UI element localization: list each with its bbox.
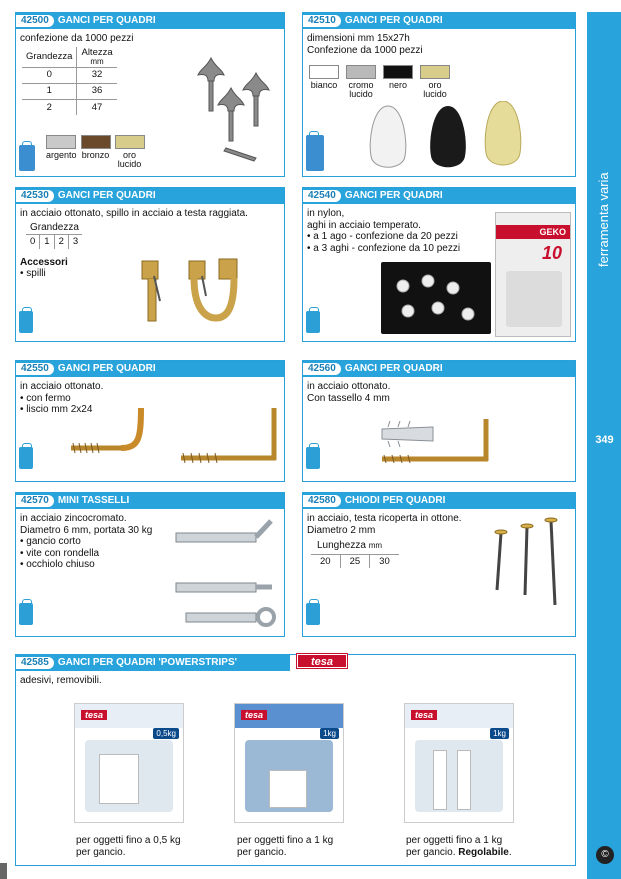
caption-emphasis: Regolabile: [458, 847, 509, 858]
accessories-title: Accessori: [20, 256, 68, 268]
swatch-cromo: [345, 65, 377, 99]
hook-icon: [134, 256, 254, 334]
table-cell: 20: [311, 554, 340, 568]
swatch-oro: [419, 65, 451, 99]
swatch-argento: [46, 135, 77, 169]
list-item: • vite con rondella: [20, 548, 152, 560]
card-title: GANCI PER QUADRI: [57, 363, 156, 374]
size-table: [26, 234, 82, 249]
product-pack-icon: [19, 311, 33, 333]
col-header-unit: mm: [90, 56, 104, 66]
description: confezione da 1000 pezzi: [20, 33, 134, 44]
product-code: 42540: [303, 190, 341, 202]
col-header-label: Altezza: [81, 46, 113, 58]
screw-hook-icon: [61, 403, 285, 473]
pack-brand: tesa: [241, 710, 267, 720]
caption-line: per oggetti fino a 0,5 kg: [76, 835, 181, 846]
card-header: [16, 13, 284, 29]
finish-swatches: [46, 135, 145, 169]
product-code: 42550: [16, 363, 54, 375]
size-label: Grandezza: [30, 221, 79, 233]
swatch-label: bianco: [310, 80, 338, 90]
table-cell: 0: [22, 67, 77, 83]
card-42570: [15, 492, 285, 637]
card-body: [307, 208, 460, 254]
caption-3: per oggetti fino a 1 kg per gancio. Regolabile.: [406, 835, 512, 858]
description: Confezione da 1000 pezzi: [307, 44, 423, 56]
card-42585: [15, 654, 576, 866]
product-pack-icon: [306, 135, 324, 171]
pack-brand: tesa: [411, 710, 437, 720]
swatch-nero: [383, 65, 413, 99]
pack-weight-badge: 0,5kg: [153, 728, 179, 739]
table-row: [22, 67, 117, 83]
caption-line: per oggetti fino a 1 kg: [237, 835, 334, 846]
fleur-de-lis-hook-icon: [186, 53, 281, 163]
table-cell: 1: [22, 83, 77, 99]
description: in acciaio, testa ricoperta in ottone.: [307, 513, 462, 524]
package-window: [506, 271, 562, 327]
options-list: [20, 536, 152, 571]
card-title: GANCI PER QUADRI 'POWERSTRIPS': [57, 657, 238, 668]
card-title: GANCI PER QUADRI: [344, 190, 443, 201]
product-pack-icon: [306, 311, 320, 333]
description: Diametro 2 mm: [307, 524, 376, 536]
card-42560: [302, 360, 576, 482]
list-item: • occhiolo chiuso: [20, 559, 152, 571]
table-cell: 47: [77, 99, 117, 115]
product-pack-icon: [19, 145, 35, 171]
card-header: [303, 188, 575, 204]
finish-swatches: [309, 65, 451, 99]
list-item: • a 3 aghi - confezione da 10 pezzi: [307, 243, 460, 255]
geko-package: [495, 212, 571, 337]
card-header: [16, 188, 284, 204]
list-item: • a 1 ago - confezione da 20 pezzi: [307, 231, 460, 243]
card-body: [20, 33, 133, 115]
swatch-label: nero: [388, 80, 407, 90]
swatch-bianco: [309, 65, 339, 99]
pack-window: [415, 740, 503, 812]
description: Con tassello 4 mm: [307, 392, 390, 404]
swatch-oro: [115, 135, 145, 169]
card-42540: [302, 187, 576, 342]
card-42530: [15, 187, 285, 342]
length-unit: mm: [368, 541, 383, 550]
table-row: [311, 554, 399, 568]
product-code: 42560: [303, 363, 341, 375]
hook-shape: [99, 754, 139, 804]
accessory-label: spilli: [26, 268, 46, 279]
swatch-label: bronzo: [81, 150, 110, 160]
list-item: • gancio corto: [20, 536, 152, 548]
size-table: [22, 47, 117, 116]
pack-window: [245, 740, 333, 812]
description: Diametro 6 mm, portata 30 kg: [20, 524, 153, 536]
table-cell: 25: [340, 554, 370, 568]
product-pack-icon: [306, 603, 320, 625]
card-header: [16, 493, 284, 509]
hook-shape: [457, 750, 471, 810]
product-pack: [234, 703, 344, 823]
card-title: CHIODI PER QUADRI: [344, 495, 446, 506]
description: in acciaio zincocromato.: [20, 513, 127, 524]
card-body: [307, 513, 462, 568]
description: adesivi, removibili.: [20, 675, 102, 686]
swatch-bronzo: [81, 135, 111, 169]
card-title: GANCI PER QUADRI: [57, 190, 156, 201]
nylon-hook-icon: [383, 266, 488, 334]
card-42510: [302, 12, 576, 177]
package-brand-bar: GEKO: [496, 225, 570, 239]
description: in acciaio ottonato, spillo in acciaio a testa raggiata.: [20, 208, 248, 219]
nail-icon: [483, 515, 568, 610]
page-edge-strip: [0, 863, 7, 879]
list-item: • con fermo: [20, 393, 103, 405]
table-cell: 2: [54, 235, 68, 249]
card-title: GANCI PER QUADRI: [57, 15, 156, 26]
col-header: [77, 47, 117, 68]
product-code: 42500: [16, 15, 54, 27]
card-body: [20, 675, 102, 687]
description: in acciaio ottonato.: [307, 381, 391, 392]
swatch-label: argento: [46, 150, 77, 160]
card-header: [16, 655, 290, 671]
caption-2: [237, 835, 333, 859]
table-cell: 30: [370, 554, 399, 568]
tesa-logo: tesa: [297, 654, 347, 668]
length-table: [311, 554, 399, 569]
options-list: [307, 231, 460, 254]
card-42500: [15, 12, 285, 177]
description: aghi in acciaio temperato.: [307, 219, 421, 231]
publisher-logo-icon: ©: [596, 846, 614, 864]
card-42550: [15, 360, 285, 482]
section-title: ferramenta varia: [596, 172, 611, 268]
caption-line: per gancio.: [76, 847, 126, 858]
caption-line: per gancio.: [406, 847, 456, 858]
caption-line: per oggetti fino a 1 kg: [406, 835, 503, 846]
table-cell: 2: [46, 101, 52, 113]
package-count: 10: [541, 243, 562, 263]
card-body: [307, 381, 390, 404]
list-item: • liscio mm 2x24: [20, 404, 103, 416]
product-pack: [404, 703, 514, 823]
card-header: [303, 361, 575, 377]
product-code: 42580: [303, 495, 341, 507]
card-title: GANCI PER QUADRI: [344, 15, 443, 26]
card-42580: [302, 492, 576, 637]
swatch-label: oro lucido: [117, 150, 142, 169]
swatch-label: oro lucido: [423, 80, 447, 99]
caption-1: [76, 835, 181, 859]
product-pack: [74, 703, 184, 823]
swatch-label: cromo lucido: [348, 80, 374, 99]
accessory-item: • spilli: [20, 268, 46, 279]
card-body: [307, 33, 423, 56]
caption-line: per gancio.: [237, 847, 287, 858]
table-cell: 3: [68, 235, 82, 249]
wall-plug-icon: [378, 409, 508, 473]
card-title: MINI TASSELLI: [57, 495, 130, 506]
hook-icon: [363, 101, 563, 176]
table-row: [22, 99, 117, 115]
product-pack-icon: [19, 603, 33, 625]
product-pack-icon: [306, 447, 320, 469]
card-title: GANCI PER QUADRI: [344, 363, 443, 374]
length-label-text: Lunghezza: [317, 540, 366, 551]
wall-plug-icon: [166, 511, 281, 631]
card-header: [16, 361, 284, 377]
length-label: [317, 540, 462, 552]
col-header: Grandezza: [22, 47, 77, 68]
description: in acciaio ottonato.: [20, 381, 104, 392]
table-cell: 36: [77, 83, 117, 99]
table-cell: 1: [40, 235, 54, 249]
pack-weight-badge: 1kg: [320, 728, 339, 739]
pack-brand: tesa: [81, 710, 107, 720]
product-code: 42530: [16, 190, 54, 202]
card-header: [303, 493, 575, 509]
card-body: [20, 513, 152, 571]
card-header: [303, 13, 575, 29]
page-number: 349: [588, 431, 621, 449]
table-row: [26, 235, 82, 249]
product-code: 42585: [16, 657, 54, 669]
product-code: 42510: [303, 15, 341, 27]
product-code: 42570: [16, 495, 54, 507]
description: in nylon,: [307, 208, 345, 219]
pack-weight-badge: 1kg: [490, 728, 509, 739]
hook-shape: [433, 750, 447, 810]
pack-window: [85, 740, 173, 812]
table-cell: 32: [77, 67, 117, 83]
product-pack-icon: [19, 447, 33, 469]
description: dimensioni mm 15x27h: [307, 33, 410, 44]
table-cell: 0: [26, 235, 40, 249]
hook-shape: [269, 770, 307, 808]
table-row: [22, 83, 117, 99]
